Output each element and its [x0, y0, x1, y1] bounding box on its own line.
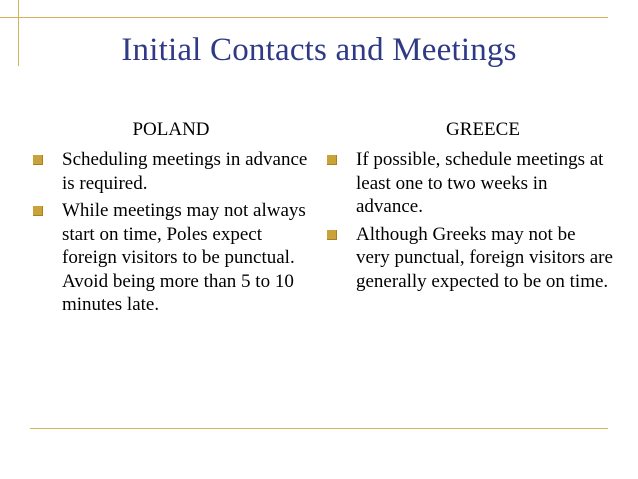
list-item — [30, 148, 312, 195]
poland-column — [30, 118, 312, 321]
frame-bottom-line — [30, 428, 608, 429]
square-bullet-icon — [327, 230, 337, 240]
greece-column — [324, 118, 614, 297]
square-bullet-icon — [33, 155, 43, 165]
bullet-text: While meetings may not always start on time, Poles expect foreign visitors to be punctual. Avoid being more than 5 to 10 minutes late. — [62, 200, 306, 315]
bullet-text: If possible, schedule meetings at least one to two weeks in advance. — [356, 149, 604, 217]
bullet-text: Scheduling meetings in advance is required. — [62, 149, 308, 194]
frame-top-line — [0, 17, 608, 18]
poland-heading: POLAND — [132, 119, 210, 140]
greece-bullet-list — [324, 148, 614, 293]
square-bullet-icon — [327, 155, 337, 165]
list-item — [324, 223, 614, 294]
bullet-text: Although Greeks may not be very punctual, foreign visitors are generally expected to be on time. — [356, 223, 613, 292]
list-item — [324, 148, 614, 219]
slide-title: Initial Contacts and Meetings — [121, 32, 517, 68]
square-bullet-icon — [33, 206, 43, 216]
list-item — [30, 199, 312, 317]
poland-bullet-list — [30, 148, 312, 317]
greece-heading: GREECE — [446, 119, 520, 140]
